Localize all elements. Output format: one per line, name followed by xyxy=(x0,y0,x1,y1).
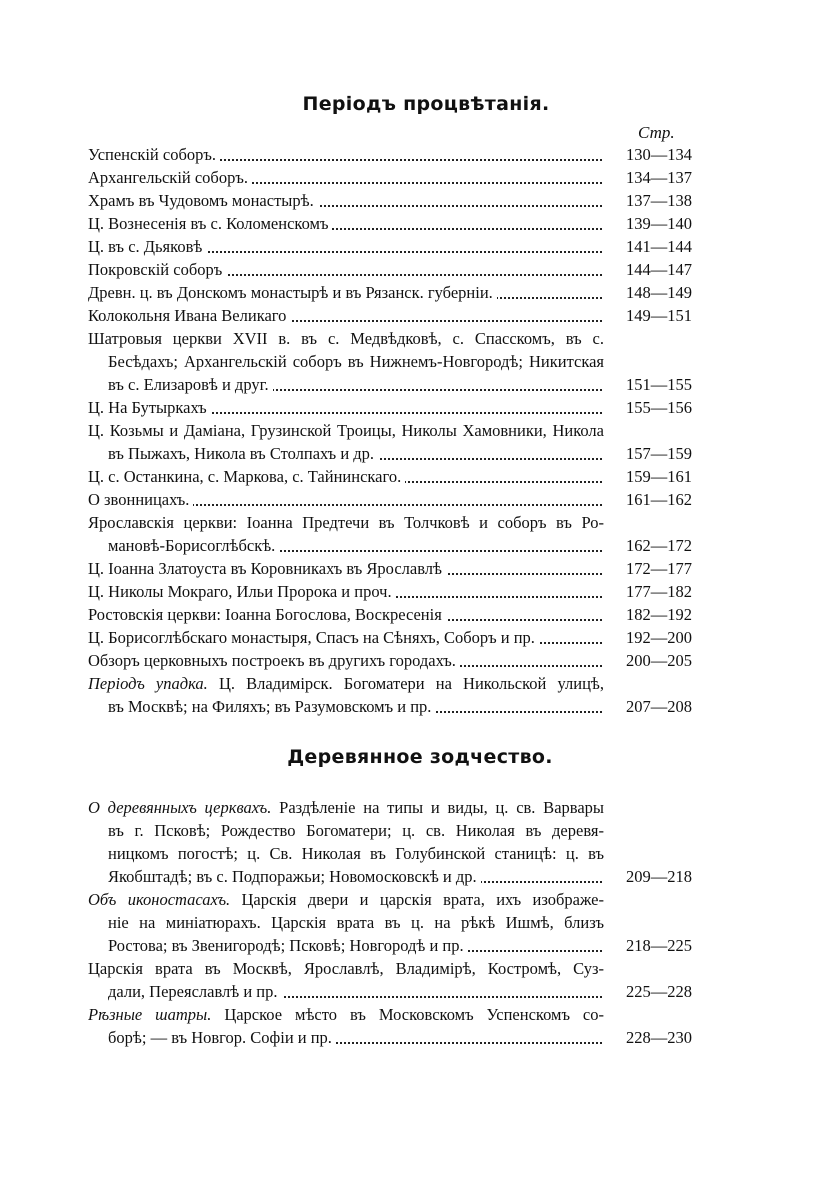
toc-entry-text xyxy=(108,536,279,555)
toc-entry xyxy=(88,672,692,718)
toc-entry-text xyxy=(88,214,332,233)
toc-entry xyxy=(88,888,692,957)
toc-entry-line-text: Ц. Николы Мокраго, Ильи Пророка и проч. xyxy=(88,582,392,601)
toc-entry-pages: 155—156 xyxy=(608,396,692,419)
toc-entry-line-text: Ц. с. Останкина, с. Маркова, с. Тайнинскаго. xyxy=(88,467,402,486)
toc-entry-text xyxy=(108,444,378,463)
toc-entry-pages: 192—200 xyxy=(608,626,692,649)
toc-entry-line xyxy=(88,819,692,842)
toc-entry-line-text: въ Москвѣ; на Филяхъ; въ Разумовскомъ и пр. xyxy=(108,697,432,716)
toc-section-wooden xyxy=(88,796,692,1049)
toc-entry-lead: Объ иконостасахъ. xyxy=(88,890,231,909)
toc-entry-line-text: Архангельскій соборъ. xyxy=(88,168,248,187)
toc-entry-line-text: Колокольня Ивана Великаго xyxy=(88,306,287,325)
toc-entry xyxy=(88,1003,692,1049)
toc-entry-text xyxy=(88,260,226,279)
toc-entry-text xyxy=(88,168,252,187)
toc-entry-text xyxy=(88,582,396,601)
toc-entry-lead: Рѣзные шатры. xyxy=(88,1005,212,1024)
toc-entry-pages: 172—177 xyxy=(608,557,692,580)
toc-entry-line-text: Ростовскія церкви: Іоанна Богослова, Воскресенія xyxy=(88,605,442,624)
toc-entry-line-text: Царскія врата въ Москвѣ, Ярославлѣ, Владимірѣ, Костромѣ, Суз- xyxy=(88,959,604,978)
toc-entry-line xyxy=(88,911,692,934)
toc-entry-pages: 137—138 xyxy=(608,189,692,212)
toc-entry-line-text: Ц. въ с. Дьяковѣ xyxy=(88,237,203,256)
toc-entry-pages: 228—230 xyxy=(608,1026,692,1049)
toc-entry-line xyxy=(88,143,692,166)
toc-entry xyxy=(88,649,692,672)
toc-entry-text xyxy=(88,890,604,909)
toc-entry-text xyxy=(88,798,604,817)
toc-entry-line-text: Ц. Козьмы и Даміана, Грузинской Троицы, Николы Хамовники, Никола xyxy=(88,421,604,440)
toc-entry-line xyxy=(88,934,692,957)
toc-entry xyxy=(88,166,692,189)
toc-entry-lead: О деревянныхъ церквахъ. xyxy=(88,798,272,817)
toc-entry-line xyxy=(88,419,692,442)
toc-entry-line xyxy=(88,350,692,373)
toc-entry-line xyxy=(88,557,692,580)
toc-entry-line-text: Бесѣдахъ; Архангельскій соборъ въ Нижнемъ-Новгородѣ; Никитская xyxy=(108,352,604,371)
toc-entry xyxy=(88,465,692,488)
toc-entry-text xyxy=(88,959,604,978)
toc-entry xyxy=(88,626,692,649)
toc-entry-pages: 161—162 xyxy=(608,488,692,511)
toc-entry xyxy=(88,396,692,419)
toc-entry xyxy=(88,235,692,258)
toc-entry-text xyxy=(88,283,497,302)
toc-entry-line-text: мановѣ-Борисоглѣбскѣ. xyxy=(108,536,276,555)
toc-entry-line-text: Успенскій соборъ. xyxy=(88,145,217,164)
toc-entry-line xyxy=(88,511,692,534)
toc-entry-line xyxy=(88,603,692,626)
toc-entry-line-text: дали, Переяславлѣ и пр. xyxy=(108,982,278,1001)
toc-entry-line-text: Царскія двери и царскія врата, ихъ изображе- xyxy=(241,890,605,909)
toc-entry xyxy=(88,488,692,511)
toc-entry-text xyxy=(88,490,193,509)
toc-entry xyxy=(88,327,692,396)
toc-entry-line xyxy=(88,258,692,281)
toc-entry-line xyxy=(88,327,692,350)
toc-entry xyxy=(88,143,692,166)
toc-entry xyxy=(88,603,692,626)
toc-entry-line-text: Царское мѣсто въ Московскомъ Успенскомъ со- xyxy=(224,1005,604,1024)
toc-entry-line xyxy=(88,980,692,1003)
toc-entry-text xyxy=(108,936,468,955)
toc-entry-pages: 151—155 xyxy=(608,373,692,396)
toc-entry-pages: 134—137 xyxy=(608,166,692,189)
toc-entry-line-text: Обзоръ церковныхъ построекъ въ другихъ городахъ. xyxy=(88,651,456,670)
toc-entry-pages: 130—134 xyxy=(608,143,692,166)
toc-entry-line-text: О звонницахъ. xyxy=(88,490,190,509)
toc-entry-text xyxy=(88,559,446,578)
toc-section-flourishing xyxy=(88,143,692,718)
toc-entry-pages: 200—205 xyxy=(608,649,692,672)
toc-entry-line xyxy=(88,396,692,419)
toc-entry-line xyxy=(88,488,692,511)
toc-entry-text xyxy=(108,844,604,863)
toc-entry-pages: 209—218 xyxy=(608,865,692,888)
toc-entry xyxy=(88,511,692,557)
toc-entry-pages: 218—225 xyxy=(608,934,692,957)
toc-entry-text xyxy=(88,398,211,417)
toc-entry xyxy=(88,212,692,235)
toc-entry-pages: 144—147 xyxy=(608,258,692,281)
toc-entry-line xyxy=(88,649,692,672)
toc-entry-text xyxy=(108,697,435,716)
toc-entry-line-text: Древн. ц. въ Донскомъ монастырѣ и въ Рязанск. губерніи. xyxy=(88,283,493,302)
toc-entry-text xyxy=(108,982,282,1001)
toc-entry xyxy=(88,281,692,304)
toc-entry-line-text: Ц. Вознесенія въ с. Коломенскомъ xyxy=(88,214,329,233)
toc-entry-line xyxy=(88,695,692,718)
toc-entry-text xyxy=(88,674,604,693)
toc-entry-line xyxy=(88,373,692,396)
toc-entry-pages: 207—208 xyxy=(608,695,692,718)
toc-entry-line-text: Шатровыя церкви XVII в. въ с. Медвѣдковѣ, с. Спасскомъ, въ с. xyxy=(88,329,604,348)
toc-entry-lead: Періодъ упадка. xyxy=(88,674,208,693)
toc-entry-line-text: ницкомъ погостѣ; ц. Св. Николая въ Голубинской станицѣ: ц. въ xyxy=(108,844,604,863)
toc-entry xyxy=(88,580,692,603)
toc-entry-line-text: Храмъ въ Чудовомъ монастырѣ. xyxy=(88,191,314,210)
toc-entry-line-text: Якобштадѣ; въ с. Подпоражьи; Новомосковскѣ и др. xyxy=(108,867,477,886)
toc-entry-pages: 139—140 xyxy=(608,212,692,235)
toc-entry xyxy=(88,557,692,580)
toc-entry-line xyxy=(88,534,692,557)
toc-entry-line xyxy=(88,842,692,865)
page-column-header: Стр. xyxy=(638,123,675,142)
toc-entry-pages: 182—192 xyxy=(608,603,692,626)
toc-entry-line-text: Ц. На Бутыркахъ xyxy=(88,398,207,417)
toc-entry-text xyxy=(108,375,273,394)
toc-entry-text xyxy=(108,867,481,886)
toc-entry-line xyxy=(88,626,692,649)
toc-entry-line-text: ніе на миніатюрахъ. Царскія врата въ ц. на рѣкѣ Ишмѣ, близъ xyxy=(108,913,604,932)
toc-entry xyxy=(88,957,692,1003)
toc-entry-line xyxy=(88,189,692,212)
toc-entry-line-text: Ростова; въ Звенигородѣ; Псковѣ; Новгородѣ и пр. xyxy=(108,936,464,955)
toc-entry-text xyxy=(88,605,446,624)
toc-entry xyxy=(88,796,692,888)
toc-entry-line xyxy=(88,304,692,327)
toc-entry-text xyxy=(88,651,460,670)
toc-entry-pages: 159—161 xyxy=(608,465,692,488)
toc-entry xyxy=(88,419,692,465)
toc-entry xyxy=(88,304,692,327)
toc-entry-line xyxy=(88,1026,692,1049)
toc-entry-line xyxy=(88,212,692,235)
toc-entry-text xyxy=(88,628,539,647)
toc-entry-line-text: въ Пыжахъ, Никола въ Столпахъ и др. xyxy=(108,444,375,463)
toc-entry xyxy=(88,189,692,212)
toc-entry-line xyxy=(88,1003,692,1026)
toc-entry-pages: 148—149 xyxy=(608,281,692,304)
toc-entry-line xyxy=(88,796,692,819)
toc-entry-text xyxy=(108,352,604,371)
toc-entry-text xyxy=(88,329,604,348)
toc-entry-text xyxy=(88,467,405,486)
toc-entry-text xyxy=(88,237,206,256)
toc-entry-line xyxy=(88,235,692,258)
toc-entry xyxy=(88,258,692,281)
toc-entry-line xyxy=(88,580,692,603)
toc-entry-text xyxy=(88,191,318,210)
toc-entry-pages: 141—144 xyxy=(608,235,692,258)
toc-entry-text xyxy=(88,306,290,325)
toc-entry-line-text: въ г. Псковѣ; Рождество Богоматери; ц. св. Николая въ деревя- xyxy=(108,821,604,840)
toc-entry-text xyxy=(108,913,604,932)
toc-entry-line xyxy=(88,465,692,488)
toc-entry-pages: 149—151 xyxy=(608,304,692,327)
toc-entry-line-text: Раздѣленіе на типы и виды, ц. св. Варвары xyxy=(279,798,604,817)
toc-entry-line xyxy=(88,672,692,695)
section-title-flourishing-period: Періодъ процвѣтанія. xyxy=(302,93,550,115)
toc-entry-line-text: Ц. Владимірск. Богоматери на Никольской улицѣ, xyxy=(218,674,604,693)
toc-entry-text xyxy=(88,421,604,440)
toc-entry-line xyxy=(88,865,692,888)
toc-entry-text xyxy=(88,145,220,164)
section-title-wooden-architecture: Деревянное зодчество. xyxy=(287,746,553,768)
toc-entry-pages: 162—172 xyxy=(608,534,692,557)
toc-entry-text xyxy=(108,821,604,840)
toc-entry-line-text: борѣ; — въ Новгор. Софіи и пр. xyxy=(108,1028,332,1047)
toc-entry-pages: 177—182 xyxy=(608,580,692,603)
toc-entry-line-text: Ц. Іоанна Златоуста въ Коровникахъ въ Ярославлѣ xyxy=(88,559,442,578)
toc-entry-line xyxy=(88,957,692,980)
toc-entry-line-text: Ярославскія церкви: Іоанна Предтечи въ Толчковѣ и соборъ въ Ро- xyxy=(88,513,604,532)
toc-entry-line xyxy=(88,281,692,304)
toc-entry-line-text: Покровскій соборъ xyxy=(88,260,223,279)
toc-entry-line-text: въ с. Елизаровѣ и друг. xyxy=(108,375,269,394)
toc-entry-text xyxy=(88,1005,604,1024)
toc-entry-pages: 225—228 xyxy=(608,980,692,1003)
toc-entry-line xyxy=(88,888,692,911)
toc-entry-line-text: Ц. Борисоглѣбскаго монастыря, Спасъ на Сѣняхъ, Соборъ и пр. xyxy=(88,628,535,647)
toc-entry-line xyxy=(88,166,692,189)
toc-entry-text xyxy=(108,1028,336,1047)
toc-entry-pages: 157—159 xyxy=(608,442,692,465)
toc-entry-line xyxy=(88,442,692,465)
toc-entry-text xyxy=(88,513,604,532)
